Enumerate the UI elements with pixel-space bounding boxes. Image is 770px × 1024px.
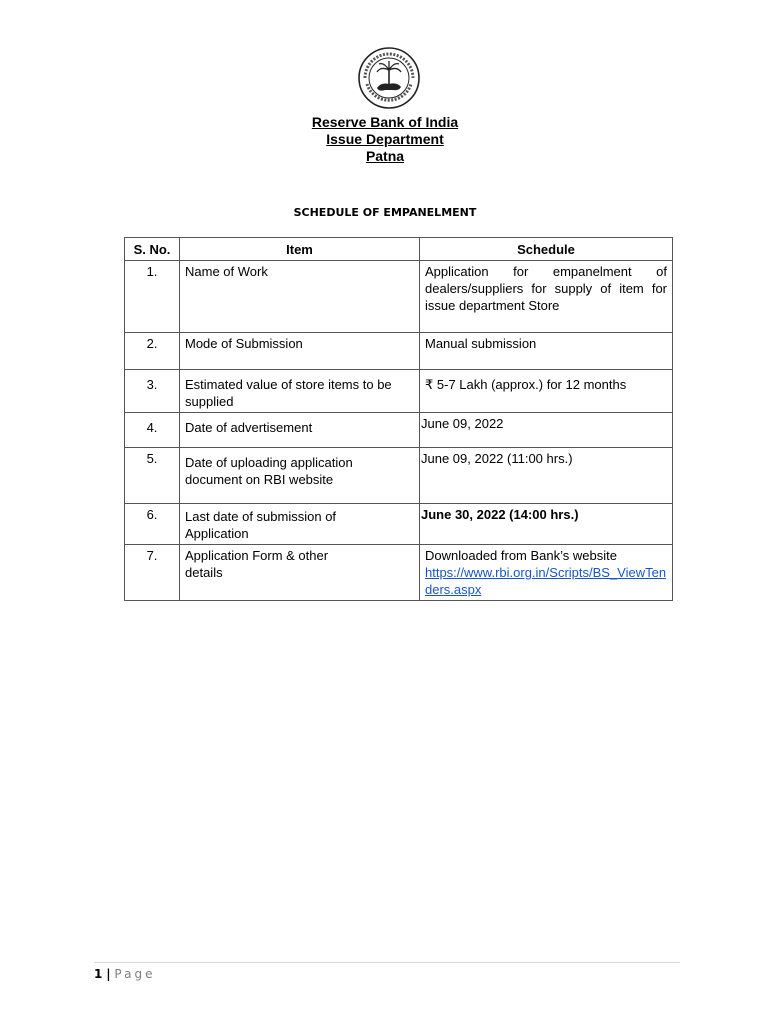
document-title: SCHEDULE OF EMPANELMENT <box>293 206 477 219</box>
row-sno: 3. <box>125 370 180 413</box>
tenders-link[interactable]: https://www.rbi.org.in/Scripts/BS_ViewTenders.aspx <box>425 565 667 597</box>
department-name: Issue Department <box>326 131 444 147</box>
table-header-row <box>125 238 673 261</box>
page-separator: | <box>106 967 111 981</box>
row-sno: 7. <box>125 545 180 601</box>
row-schedule: June 09, 2022 <box>420 413 673 448</box>
page-footer <box>94 962 680 981</box>
table-row <box>125 504 673 545</box>
org-name: Reserve Bank of India <box>311 114 459 130</box>
row-sno: 2. <box>125 333 180 370</box>
page-label: Page <box>114 967 156 981</box>
table-row <box>125 545 673 601</box>
row-schedule-cell <box>420 545 673 601</box>
row-schedule: ₹ 5-7 Lakh (approx.) for 12 months <box>420 370 673 413</box>
row-item: Mode of Submission <box>180 333 420 370</box>
column-header-schedule: Schedule <box>420 238 673 261</box>
row-schedule: Manual submission <box>420 333 673 370</box>
table-row <box>125 261 673 333</box>
row-sno: 5. <box>125 448 180 504</box>
city-name: Patna <box>365 148 405 164</box>
row-item: Date of advertisement <box>180 413 420 448</box>
row-sno: 4. <box>125 413 180 448</box>
table-row <box>125 413 673 448</box>
schedule-table <box>124 237 673 601</box>
row-schedule: Downloaded from Bank’s website <box>425 548 617 563</box>
column-header-sno: S. No. <box>125 238 180 261</box>
table-row <box>125 333 673 370</box>
column-header-item: Item <box>180 238 420 261</box>
page-number: 1 <box>94 967 103 981</box>
rbi-seal-logo <box>357 46 421 110</box>
row-item: Last date of submission of Application <box>180 504 420 545</box>
row-item: Application Form & other details <box>180 545 420 601</box>
row-schedule: June 09, 2022 (11:00 hrs.) <box>420 448 673 504</box>
row-schedule: June 30, 2022 (14:00 hrs.) <box>420 504 673 545</box>
row-item: Date of uploading application document on RBI website <box>180 448 420 504</box>
row-schedule: Application for empanelment of dealers/suppliers for supply of item for issue department Store <box>420 261 673 333</box>
row-sno: 1. <box>125 261 180 333</box>
row-sno: 6. <box>125 504 180 545</box>
row-item: Estimated value of store items to be supplied <box>180 370 420 413</box>
row-item: Name of Work <box>180 261 420 333</box>
document-header <box>0 114 770 165</box>
table-row <box>125 370 673 413</box>
table-row <box>125 448 673 504</box>
